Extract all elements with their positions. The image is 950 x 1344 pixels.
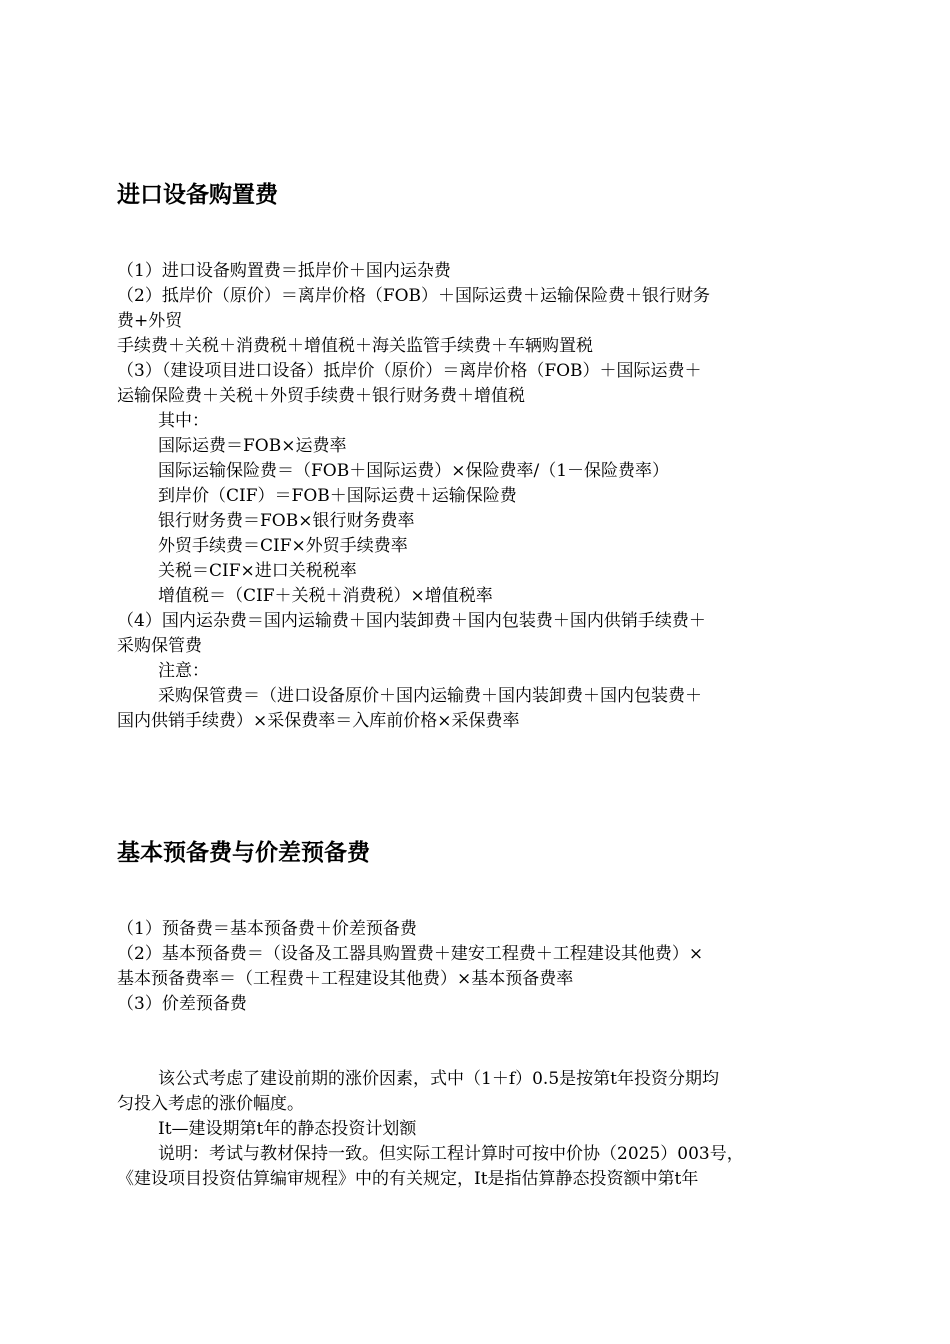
text-line: （3）（建设项目进口设备）抵岸价（原价）＝离岸价格（FOB）＋国际运费＋ xyxy=(117,361,702,381)
text-line: （2）基本预备费＝（设备及工器具购置费＋建安工程费＋工程建设其他费）× xyxy=(117,944,704,964)
text-line: （1）预备费＝基本预备费＋价差预备费 xyxy=(117,919,417,939)
text-line: 匀投入考虑的涨价幅度。 xyxy=(117,1094,304,1114)
text-line: （2）抵岸价（原价）＝离岸价格（FOB）＋国际运费＋运输保险费＋银行财务 xyxy=(117,286,711,306)
text-line: （4）国内运杂费＝国内运输费＋国内装卸费＋国内包装费＋国内供销手续费＋ xyxy=(117,611,706,631)
text-line: 费+外贸 xyxy=(117,311,183,331)
section-heading-imported-equipment: 进口设备购置费 xyxy=(117,182,278,208)
text-line: 采购保管费＝（进口设备原价＋国内运输费＋国内装卸费＋国内包装费＋ xyxy=(158,686,702,706)
contingency-explanation xyxy=(117,1067,837,1192)
text-line: 注意： xyxy=(158,661,209,681)
text-line: 到岸价（CIF）＝FOB＋国际运费＋运输保险费 xyxy=(158,486,517,506)
text-line: 国际运输保险费＝（FOB＋国际运费）×保险费率/（1－保险费率） xyxy=(158,461,670,481)
imported-equipment-formulas xyxy=(117,259,837,734)
text-line: 银行财务费＝FOB×银行财务费率 xyxy=(158,511,415,531)
text-line: （3）价差预备费 xyxy=(117,994,247,1014)
text-line: 说明：考试与教材保持一致。但实际工程计算时可按中价协（2025）003号， xyxy=(158,1144,744,1164)
text-line: It—建设期第t年的静态投资计划额 xyxy=(158,1119,417,1139)
text-line: （1）进口设备购置费＝抵岸价＋国内运杂费 xyxy=(117,261,451,281)
text-line: 《建设项目投资估算编审规程》中的有关规定，It是指估算静态投资额中第t年 xyxy=(117,1169,699,1189)
text-line: 采购保管费 xyxy=(117,636,202,656)
text-line: 国内供销手续费）×采保费率＝入库前价格×采保费率 xyxy=(117,711,520,731)
section-heading-contingency: 基本预备费与价差预备费 xyxy=(117,840,370,866)
text-line: 运输保险费＋关税＋外贸手续费＋银行财务费＋增值税 xyxy=(117,386,525,406)
text-line: 国际运费＝FOB×运费率 xyxy=(158,436,347,456)
text-line: 增值税＝（CIF＋关税＋消费税）×增值税率 xyxy=(158,586,493,606)
text-line: 基本预备费率＝（工程费＋工程建设其他费）×基本预备费率 xyxy=(117,969,574,989)
text-line: 手续费＋关税＋消费税＋增值税＋海关监管手续费＋车辆购置税 xyxy=(117,336,593,356)
contingency-formulas xyxy=(117,917,837,1017)
text-line: 关税＝CIF×进口关税税率 xyxy=(158,561,357,581)
text-line: 该公式考虑了建设前期的涨价因素，式中（1＋f）0.5是按第t年投资分期均 xyxy=(158,1069,719,1089)
text-line: 其中： xyxy=(158,411,209,431)
text-line: 外贸手续费＝CIF×外贸手续费率 xyxy=(158,536,408,556)
